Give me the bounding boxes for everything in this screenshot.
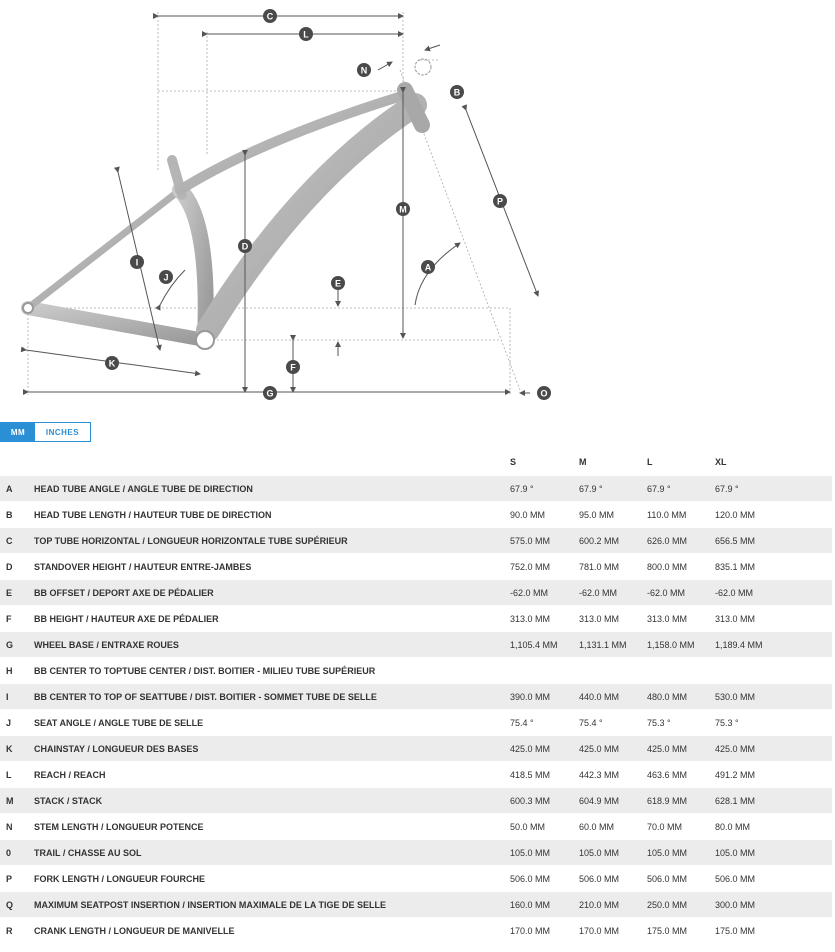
cell-size-s: 506.0 MM: [510, 866, 579, 892]
svg-text:D: D: [241, 241, 249, 252]
table-row: [0, 554, 832, 580]
svg-text:P: P: [496, 196, 504, 207]
callout-m: [396, 202, 410, 216]
table-row: [0, 684, 832, 710]
cell-size-s: 75.4 °: [510, 710, 579, 736]
cell-size-m: [579, 658, 647, 684]
cell-size-m: 1,131.1 MM: [579, 632, 647, 658]
cell-size-xl: -62.0 MM: [715, 580, 832, 606]
cell-size-l: 105.0 MM: [647, 840, 715, 866]
svg-text:G: G: [266, 388, 274, 399]
row-letter: C: [0, 528, 34, 554]
unit-inches-button[interactable]: INCHES: [35, 423, 90, 441]
svg-text:M: M: [399, 204, 407, 215]
cell-size-l: -62.0 MM: [647, 580, 715, 606]
cell-size-xl: 835.1 MM: [715, 554, 832, 580]
row-measurement-name: SEAT ANGLE / ANGLE TUBE DE SELLE: [34, 710, 510, 736]
callout-a: [421, 260, 435, 274]
header-size-m: M: [579, 457, 587, 467]
row-letter: I: [0, 684, 34, 710]
svg-text:K: K: [108, 358, 116, 369]
row-letter: E: [0, 580, 34, 606]
callout-b: [450, 85, 464, 99]
cell-size-s: 752.0 MM: [510, 554, 579, 580]
svg-text:F: F: [290, 362, 296, 373]
row-letter: N: [0, 814, 34, 840]
cell-size-m: 95.0 MM: [579, 502, 647, 528]
cell-size-s: 425.0 MM: [510, 736, 579, 762]
callout-o: [537, 386, 551, 400]
cell-size-xl: 300.0 MM: [715, 892, 832, 918]
svg-text:N: N: [360, 65, 368, 76]
row-measurement-name: BB CENTER TO TOPTUBE CENTER / DIST. BOITIER - MILIEU TUBE SUPÉRIEUR: [34, 658, 510, 684]
svg-text:O: O: [540, 388, 548, 399]
callout-d: [238, 239, 252, 253]
bike-frame: [23, 59, 431, 349]
cell-size-m: 440.0 MM: [579, 684, 647, 710]
table-row: [0, 866, 832, 892]
callout-e: [331, 276, 345, 290]
cell-size-s: -62.0 MM: [510, 580, 579, 606]
row-letter: Q: [0, 892, 34, 918]
cell-size-xl: 120.0 MM: [715, 502, 832, 528]
row-letter: G: [0, 632, 34, 658]
header-letter: [0, 449, 34, 476]
table-row: [0, 788, 832, 814]
cell-size-xl: 75.3 °: [715, 710, 832, 736]
callout-badges: [105, 9, 551, 400]
row-measurement-name: STACK / STACK: [34, 788, 510, 814]
unit-toggle: [0, 422, 91, 442]
row-measurement-name: BB CENTER TO TOP OF SEATTUBE / DIST. BOITIER - SOMMET TUBE DE SELLE: [34, 684, 510, 710]
row-letter: K: [0, 736, 34, 762]
svg-text:L: L: [303, 29, 309, 40]
cell-size-l: [647, 658, 715, 684]
cell-size-l: 70.0 MM: [647, 814, 715, 840]
guide-lines: [28, 12, 520, 395]
cell-size-m: 604.9 MM: [579, 788, 647, 814]
row-measurement-name: STEM LENGTH / LONGUEUR POTENCE: [34, 814, 510, 840]
table-row: [0, 476, 832, 502]
table-row: [0, 632, 832, 658]
row-measurement-name: HEAD TUBE ANGLE / ANGLE TUBE DE DIRECTION: [34, 476, 510, 502]
svg-text:C: C: [266, 11, 274, 22]
cell-size-m: 67.9 °: [579, 476, 647, 502]
cell-size-l: 425.0 MM: [647, 736, 715, 762]
cell-size-m: 781.0 MM: [579, 554, 647, 580]
cell-size-s: [510, 658, 579, 684]
cell-size-l: 175.0 MM: [647, 918, 715, 944]
cell-size-xl: 506.0 MM: [715, 866, 832, 892]
row-letter: J: [0, 710, 34, 736]
svg-text:E: E: [334, 278, 342, 289]
cell-size-l: 67.9 °: [647, 476, 715, 502]
svg-text:I: I: [135, 257, 139, 268]
table-row: [0, 606, 832, 632]
cell-size-s: 575.0 MM: [510, 528, 579, 554]
row-measurement-name: CHAINSTAY / LONGUEUR DES BASES: [34, 736, 510, 762]
table-row: [0, 528, 832, 554]
cell-size-l: 618.9 MM: [647, 788, 715, 814]
callout-f: [286, 360, 300, 374]
cell-size-l: 250.0 MM: [647, 892, 715, 918]
cell-size-m: 105.0 MM: [579, 840, 647, 866]
row-measurement-name: STANDOVER HEIGHT / HAUTEUR ENTRE-JAMBES: [34, 554, 510, 580]
cell-size-l: 480.0 MM: [647, 684, 715, 710]
row-letter: L: [0, 762, 34, 788]
cell-size-m: 442.3 MM: [579, 762, 647, 788]
row-measurement-name: BB OFFSET / DEPORT AXE DE PÉDALIER: [34, 580, 510, 606]
cell-size-xl: 491.2 MM: [715, 762, 832, 788]
cell-size-xl: 105.0 MM: [715, 840, 832, 866]
cell-size-s: 418.5 MM: [510, 762, 579, 788]
row-measurement-name: REACH / REACH: [34, 762, 510, 788]
cell-size-l: 463.6 MM: [647, 762, 715, 788]
cell-size-xl: 67.9 °: [715, 476, 832, 502]
frame-geometry-diagram: [0, 0, 580, 415]
table-row: [0, 736, 832, 762]
cell-size-s: 160.0 MM: [510, 892, 579, 918]
dimension-lines: [26, 16, 538, 393]
cell-size-s: 313.0 MM: [510, 606, 579, 632]
cell-size-xl: 656.5 MM: [715, 528, 832, 554]
header-size-xl: XL: [715, 457, 727, 467]
table-row: [0, 840, 832, 866]
header-size-s: S: [510, 457, 517, 467]
unit-mm-button[interactable]: MM: [1, 423, 35, 441]
cell-size-xl: 425.0 MM: [715, 736, 832, 762]
callout-p: [493, 194, 507, 208]
table-row: [0, 918, 832, 944]
callout-g: [263, 386, 277, 400]
cell-size-s: 1,105.4 MM: [510, 632, 579, 658]
row-letter: A: [0, 476, 34, 502]
svg-text:J: J: [163, 272, 169, 283]
cell-size-s: 90.0 MM: [510, 502, 579, 528]
row-letter: P: [0, 866, 34, 892]
cell-size-xl: 1,189.4 MM: [715, 632, 832, 658]
cell-size-s: 390.0 MM: [510, 684, 579, 710]
row-measurement-name: MAXIMUM SEATPOST INSERTION / INSERTION MAXIMALE DE LA TIGE DE SELLE: [34, 892, 510, 918]
header-size-l: L: [647, 457, 653, 467]
header-name: [34, 449, 510, 476]
cell-size-xl: 175.0 MM: [715, 918, 832, 944]
cell-size-m: 170.0 MM: [579, 918, 647, 944]
cell-size-m: 313.0 MM: [579, 606, 647, 632]
cell-size-xl: 313.0 MM: [715, 606, 832, 632]
cell-size-s: 67.9 °: [510, 476, 579, 502]
row-measurement-name: WHEEL BASE / ENTRAXE ROUES: [34, 632, 510, 658]
cell-size-l: 506.0 MM: [647, 866, 715, 892]
row-letter: R: [0, 918, 34, 944]
cell-size-m: -62.0 MM: [579, 580, 647, 606]
row-letter: B: [0, 502, 34, 528]
cell-size-s: 170.0 MM: [510, 918, 579, 944]
cell-size-xl: [715, 658, 832, 684]
row-letter: M: [0, 788, 34, 814]
callout-n: [357, 63, 371, 77]
row-letter: D: [0, 554, 34, 580]
cell-size-s: 50.0 MM: [510, 814, 579, 840]
cell-size-l: 75.3 °: [647, 710, 715, 736]
row-measurement-name: HEAD TUBE LENGTH / HAUTEUR TUBE DE DIRECTION: [34, 502, 510, 528]
cell-size-l: 800.0 MM: [647, 554, 715, 580]
cell-size-xl: 80.0 MM: [715, 814, 832, 840]
row-measurement-name: CRANK LENGTH / LONGUEUR DE MANIVELLE: [34, 918, 510, 944]
table-row: [0, 892, 832, 918]
cell-size-l: 626.0 MM: [647, 528, 715, 554]
cell-size-l: 313.0 MM: [647, 606, 715, 632]
svg-text:B: B: [453, 87, 461, 98]
table-row: [0, 502, 832, 528]
cell-size-m: 210.0 MM: [579, 892, 647, 918]
callout-c: [263, 9, 277, 23]
row-letter: H: [0, 658, 34, 684]
callout-j: [159, 270, 173, 284]
row-letter: F: [0, 606, 34, 632]
callout-l: [299, 27, 313, 41]
cell-size-xl: 628.1 MM: [715, 788, 832, 814]
cell-size-xl: 530.0 MM: [715, 684, 832, 710]
row-measurement-name: FORK LENGTH / LONGUEUR FOURCHE: [34, 866, 510, 892]
cell-size-s: 600.3 MM: [510, 788, 579, 814]
cell-size-l: 1,158.0 MM: [647, 632, 715, 658]
table-header-row: [0, 449, 832, 476]
callout-k: [105, 356, 119, 370]
cell-size-l: 110.0 MM: [647, 502, 715, 528]
row-letter: 0: [0, 840, 34, 866]
table-row: [0, 814, 832, 840]
row-measurement-name: TOP TUBE HORIZONTAL / LONGUEUR HORIZONTALE TUBE SUPÉRIEUR: [34, 528, 510, 554]
cell-size-m: 425.0 MM: [579, 736, 647, 762]
cell-size-m: 60.0 MM: [579, 814, 647, 840]
row-measurement-name: BB HEIGHT / HAUTEUR AXE DE PÉDALIER: [34, 606, 510, 632]
callout-i: [130, 255, 144, 269]
geometry-table: [0, 449, 832, 943]
table-body: [0, 476, 832, 944]
table-row: [0, 710, 832, 736]
table-row: [0, 580, 832, 606]
svg-text:A: A: [424, 262, 432, 273]
cell-size-m: 600.2 MM: [579, 528, 647, 554]
cell-size-s: 105.0 MM: [510, 840, 579, 866]
cell-size-m: 75.4 °: [579, 710, 647, 736]
table-row: [0, 658, 832, 684]
row-measurement-name: TRAIL / CHASSE AU SOL: [34, 840, 510, 866]
table-row: [0, 762, 832, 788]
cell-size-m: 506.0 MM: [579, 866, 647, 892]
